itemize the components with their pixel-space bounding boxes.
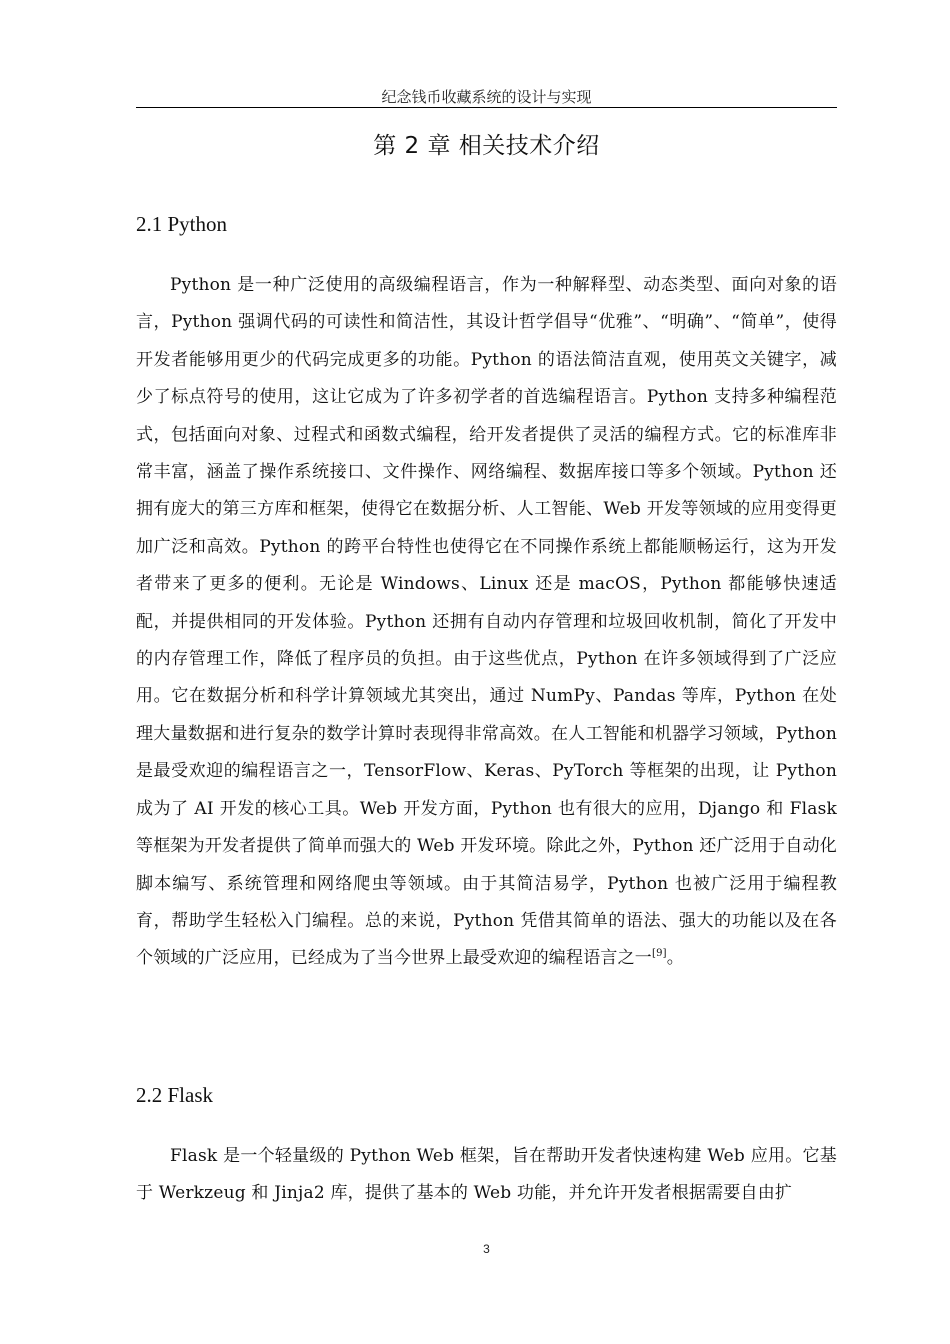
section-heading-python: 2.1 Python — [136, 212, 228, 236]
python-paragraph-ending: 。 — [666, 948, 684, 969]
chapter-title: 第 2 章 相关技术介绍 — [373, 133, 600, 159]
section-heading-flask: 2.2 Flask — [136, 1083, 214, 1107]
citation-ref: [9] — [652, 948, 667, 960]
python-paragraph-text: Python 是一种广泛使用的高级编程语言，作为一种解释型、动态类型、面向对象的语言，Python 强调代码的可读性和简洁性，其设计哲学倡导“优雅”、“明确”、“简单”，使得开发者能够用更少的代码完成更多的功能。Python 的语法简洁直观，使用英文关键字，减少了标点符号的使用，这让它成为了许多初学者的首选编程语言。Python 支持多种编程范式，包括面向对象、过程式和函数式编程，给开发者提供了灵活的编程方式。它的标准库非常丰富，涵盖了操作系统接口、文件操作、网络编程、数据库接口等多个领域。Python 还拥有庞大的第三方库和框架，使得它在数据分析、人工智能、Web 开发等领域的应用变得更加广泛和高效。Python 的跨平台特性也使得它在不同操作系统上都能顺畅运行，这为开发者带来了更多的便利。无论是 Windows、Linux 还是 macOS，Python 都能够快速适配，并提供相同的开发体验。Python 还拥有自动内存管理和垃圾回收机制，简化了开发中的内存管理工作，降低了程序员的负担。由于这些优点，Python 在许多领域得到了广泛应用。它在数据分析和科学计算领域尤其突出，通过 NumPy、Pandas 等库，Python 在处理大量数据和进行复杂的数学计算时表现得非常高效。在人工智能和机器学习领域，Python 是最受欢迎的编程语言之一，TensorFlow、Keras、PyTorch 等框架的出现，让 Python 成为了 AI 开发的核心工具。Web 开发方面，Python 也有很大的应用，Django 和 Flask 等框架为开发者提供了简单而强大的 Web 开发环境。除此之外，Python 还广泛用于自动化脚本编写、系统管理和网络爬虫等领域。由于其简洁易学，Python 也被广泛用于编程教育，帮助学生轻松入门编程。总的来说，Python 凭借其简单的语法、强大的功能以及在各个领域的广泛应用，已经成为了当今世界上最受欢迎的编程语言之一 — [136, 275, 837, 969]
python-paragraph — [136, 267, 837, 978]
page-number: 3 — [483, 1242, 490, 1256]
running-header: 纪念钱币收藏系统的设计与实现 — [381, 88, 592, 106]
header-rule — [136, 107, 837, 108]
flask-paragraph — [136, 1138, 837, 1213]
flask-paragraph-text: Flask 是一个轻量级的 Python Web 框架，旨在帮助开发者快速构建 Web 应用。它基于 Werkzeug 和 Jinja2 库，提供了基本的 Web 功能，并允许开发者根据需要自由扩 — [136, 1146, 837, 1204]
